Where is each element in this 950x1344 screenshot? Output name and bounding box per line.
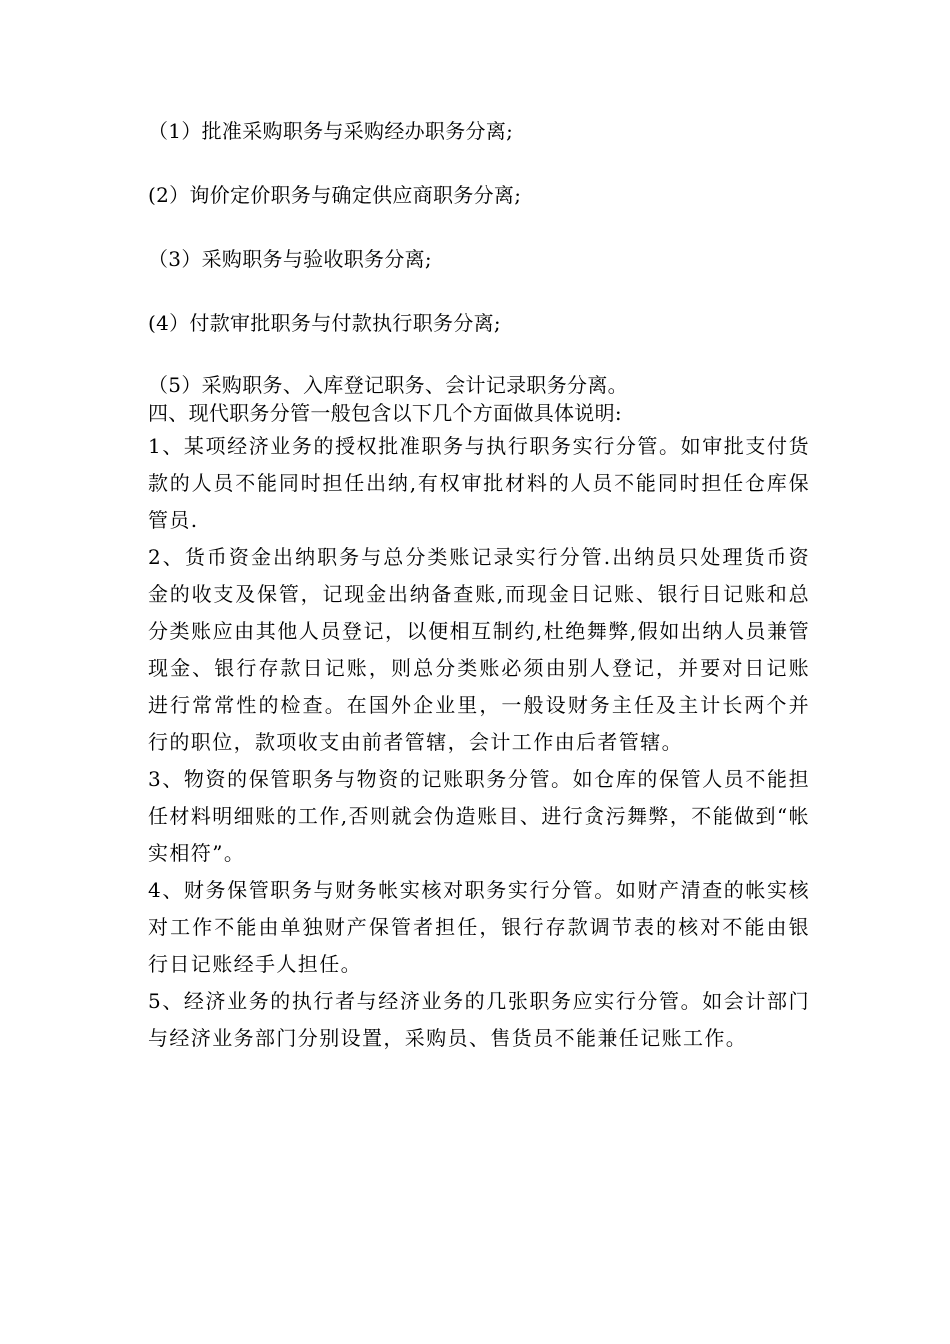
paragraph: 1、某项经济业务的授权批准职务与执行职务实行分管。如审批支付货款的人员不能同时担任出纳,有权审批材料的人员不能同时担任仓库保管员. [148,434,810,532]
paragraph: 5、经济业务的执行者与经济业务的几张职务应实行分管。如会计部门与经济业务部门分别设置，采购员、售货员不能兼任记账工作。 [148,989,810,1050]
section-heading: 四、现代职务分管一般包含以下几个方面做具体说明: [148,401,622,425]
list-item: （3）采购职务与验收职务分离; [148,247,432,271]
list-item: （1）批准采购职务与采购经办职务分离; [148,119,514,143]
list-item: （5）采购职务、入库登记职务、会计记录职务分离。 [148,373,628,397]
paragraph: 2、货币资金出纳职务与总分类账记录实行分管.出纳员只处理货币资金的收支及保管，记现金出纳备查账,而现金日记账、银行日记账和总分类账应由其他人员登记，以便相互制约,杜绝舞弊,假如出纳人员兼管现金、银行存款日记账，则总分类账必须由别人登记，并要对日记账进行常常性的检查。在国外企业里，一般设财务主任及主计长两个并行的职位，款项收支由前者管辖，会计工作由后者管辖。 [148,545,810,754]
list-item: (4）付款审批职务与付款执行职务分离; [148,311,501,335]
document-body [148,118,810,1057]
paragraph: 4、财务保管职务与财务帐实核对职务实行分管。如财产清查的帐实核对工作不能由单独财产保管者担任，银行存款调节表的核对不能由银行日记账经手人担任。 [148,878,810,976]
paragraph: 3、物资的保管职务与物资的记账职务分管。如仓库的保管人员不能担任材料明细账的工作,否则就会伪造账目、进行贪污舞弊，不能做到“帐实相符”。 [148,767,810,865]
list-item: (2）询价定价职务与确定供应商职务分离; [148,183,522,207]
